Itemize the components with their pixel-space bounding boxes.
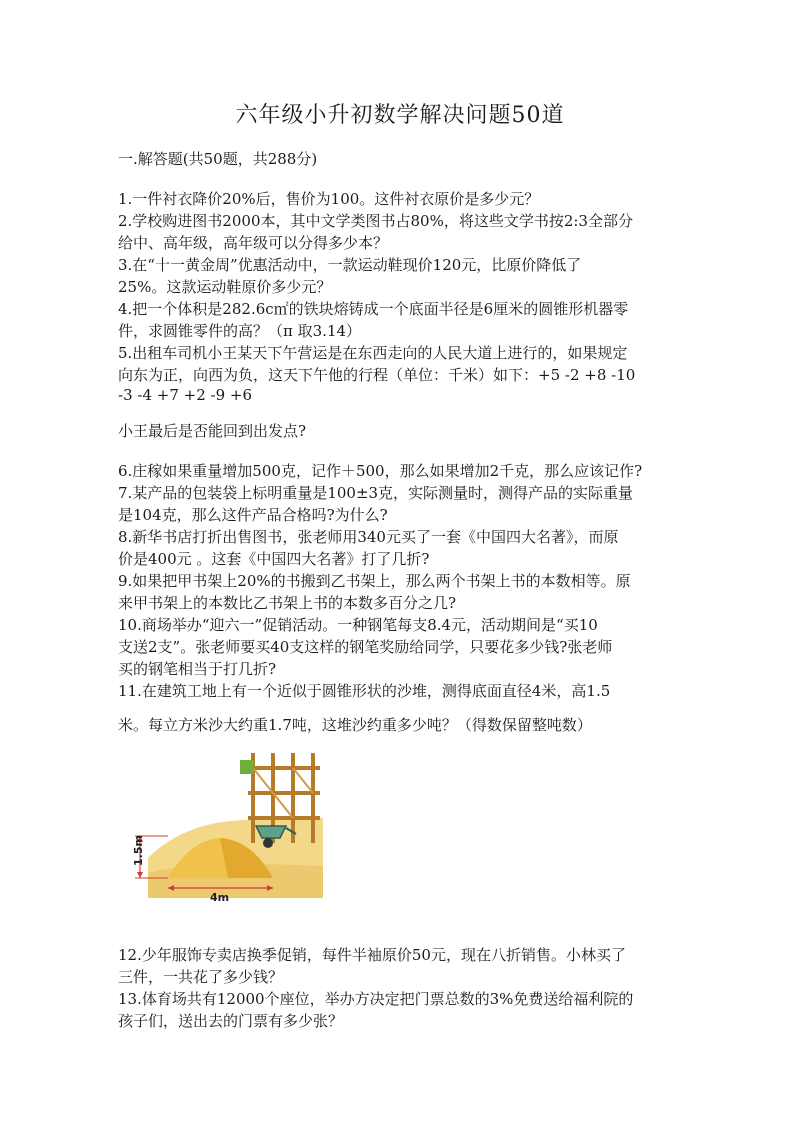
- page-title: 六年级小升初数学解决问题50道: [235, 103, 565, 128]
- question-line: 向东为正，向西为负，这天下午他的行程（单位：千米）如下：+5 -2 +8 -10: [118, 366, 636, 384]
- section-header: 一.解答题(共50题，共288分): [118, 150, 318, 168]
- question-line: 1.一件衬衣降价20%后，售价为100。这件衬衣原价是多少元？: [118, 190, 540, 208]
- question-line: 10.商场举办“迎六一”促销活动。一种钢笔每支8.4元，活动期间是“买10: [118, 616, 598, 634]
- question-line: 是104克，那么这件产品合格吗?为什么?: [118, 506, 388, 524]
- question-line: 2.学校购进图书2000本，其中文学类图书占80%，将这些文学书按2:3全部分: [118, 212, 633, 230]
- question-line: 25%。这款运动鞋原价多少元？: [118, 278, 332, 296]
- question-line: 3.在“十一黄金周”优惠活动中，一款运动鞋现价120元，比原价降低了: [118, 256, 582, 274]
- sand-pile-illustration: [128, 748, 328, 908]
- question-line: -3 -4 +7 +2 -9 +6: [118, 386, 253, 404]
- question-line: 支送2支”。张老师要买40支这样的钢笔奖励给同学，只要花多少钱?张老师: [118, 638, 613, 656]
- question-line: 小王最后是否能回到出发点?: [118, 422, 307, 440]
- question-line: 价是400元 。这套《中国四大名著》打了几折?: [118, 550, 430, 568]
- question-line: 三件，一共花了多少钱？: [118, 968, 284, 986]
- question-line: 9.如果把甲书架上20%的书搬到乙书架上，那么两个书架上书的本数相等。原: [118, 572, 631, 590]
- question-line: 5.出租车司机小王某天下午营运是在东西走向的人民大道上进行的，如果规定: [118, 344, 628, 362]
- width-label: 4m: [210, 891, 230, 904]
- question-line: 12.少年服饰专卖店换季促销，每件半袖原价50元，现在八折销售。小林买了: [118, 946, 626, 964]
- question-line: 13.体育场共有12000个座位，举办方决定把门票总数的3%免费送给福利院的: [118, 990, 634, 1008]
- question-line: 8.新华书店打折出售图书，张老师用340元买了一套《中国四大名著》，而原: [118, 528, 619, 546]
- height-label: 1.5m: [132, 835, 145, 866]
- question-line: 7.某产品的包装袋上标明重量是100±3克，实际测量时，测得产品的实际重量: [118, 484, 634, 502]
- question-line: 6.庄稼如果重量增加500克，记作＋500，那么如果增加2千克，那么应该记作?: [118, 462, 643, 480]
- question-line: 来甲书架上的本数比乙书架上书的本数多百分之几?: [118, 594, 457, 612]
- question-line: 孩子们，送出去的门票有多少张？: [118, 1012, 344, 1030]
- question-line: 米。每立方米沙大约重1.7吨，这堆沙约重多少吨？（得数保留整吨数）: [118, 716, 592, 734]
- question-line: 买的钢笔相当于打几折?: [118, 660, 277, 678]
- question-line: 11.在建筑工地上有一个近似于圆锥形状的沙堆，测得底面直径4米，高1.5: [118, 682, 611, 700]
- question-line: 件，求圆锥零件的高？（π 取3.14）: [118, 322, 362, 340]
- question-line: 给中、高年级，高年级可以分得多少本？: [118, 234, 389, 252]
- question-line: 4.把一个体积是282.6c㎡的铁块熔铸成一个底面半径是6厘米的圆锥形机器零: [118, 300, 629, 318]
